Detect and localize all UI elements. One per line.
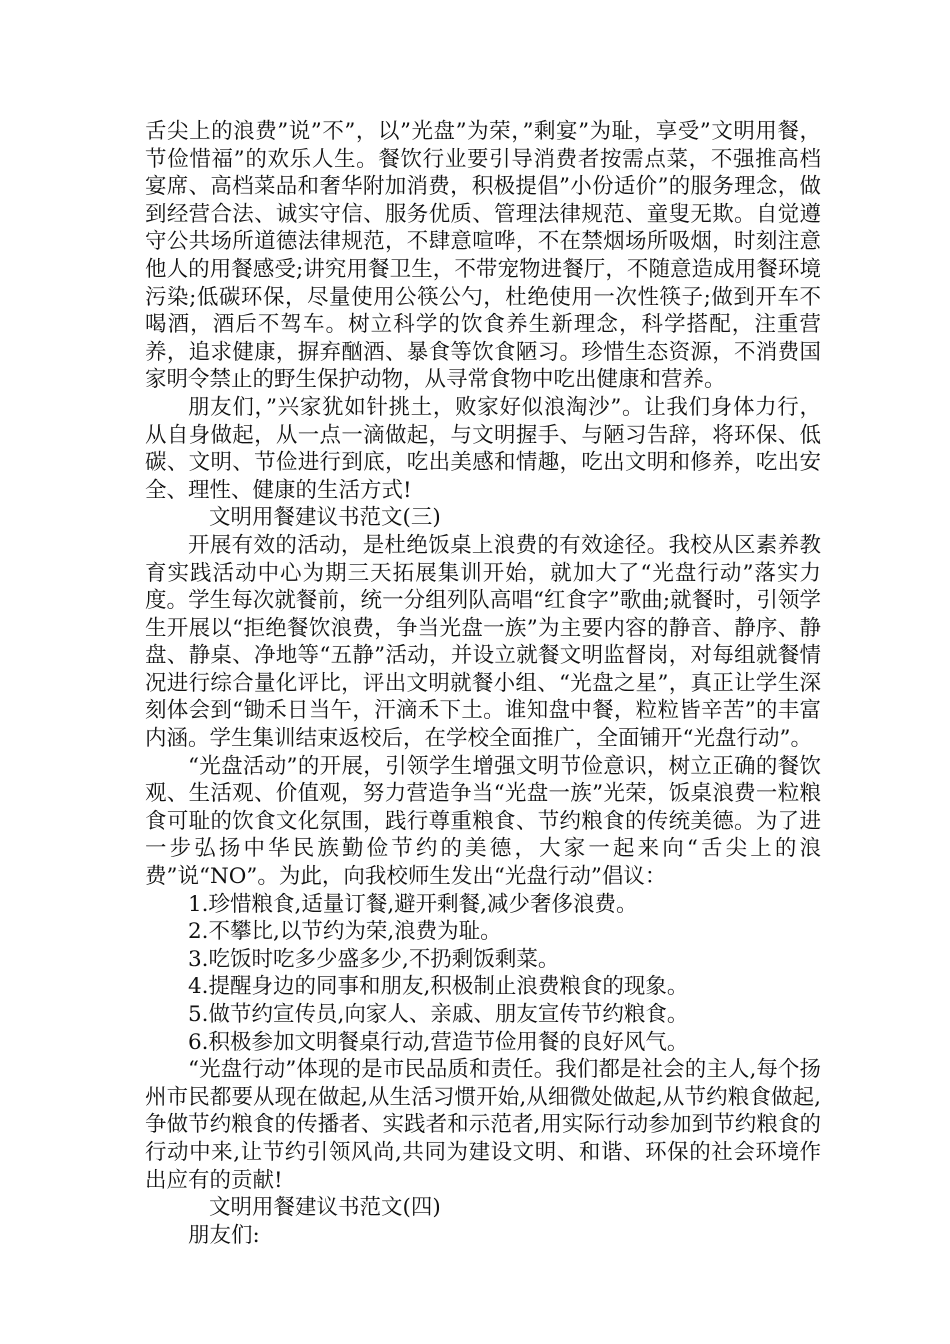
list-item: 1.珍惜粮食,适量订餐,避开剩餐,减少奢侈浪费。 [188, 891, 638, 917]
list-item: 2.不攀比,以节约为荣,浪费为耻。 [188, 919, 502, 945]
greeting: 朋友们: [188, 1222, 260, 1248]
paragraph-friends: 朋友们，”兴家犹如针挑土，败家好似浪淘沙”。让我们身体力行，从自身做起，从一点一滴做起，与文明握手、与陋习告辞，将环保、低碳、文明、节俭进行到底，吃出美感和情趣，吃出文明和修养，吃出安全、理性、健康的生活方式! [145, 394, 821, 503]
section-heading-4: 文明用餐建议书范文(四) [209, 1195, 441, 1221]
paragraph-intro: 舌尖上的浪费”说”不”，以”光盘”为荣，”剩宴”为耻，享受”文明用餐，节俭惜福”的欢乐人生。餐饮行业要引导消费者按需点菜，不强推高档宴席、高档菜品和奢华附加消费，积极提倡”小份适价”的服务理念，做到经营合法、诚实守信、服务优质、管理法律规范、童叟无欺。自觉遵守公共场所道德法律规范，不肆意喧哗，不在禁烟场所吸烟，时刻注意他人的用餐感受;讲究用餐卫生，不带宠物进餐厅，不随意造成用餐环境污染;低碳环保，尽量使用公筷公勺，杜绝使用一次性筷子;做到开车不喝酒，酒后不驾车。树立科学的饮食养生新理念，科学搭配，注重营养，追求健康，摒弃酗酒、暴食等饮食陋习。珍惜生态资源，不消费国家明令禁止的野生保护动物，从寻常食物中吃出健康和营养。 [145, 119, 821, 393]
paragraph-activity: 开展有效的活动，是杜绝饭桌上浪费的有效途径。我校从区素养教育实践活动中心为期三天拓展集训开始，就加大了“光盘行动”落实力度。学生每次就餐前，统一分组列队高唱“红食字”歌曲;就餐时，引领学生开展以“拒绝餐饮浪费，争当光盘一族”为主要内容的静音、静序、静盘、静桌、净地等“五静”活动，并设立就餐文明监督岗，对每组就餐情况进行综合量化评比，评出文明就餐小组、“光盘之星”，真正让学生深刻体会到“锄禾日当午，汗滴禾下土。谁知盘中餐，粒粒皆辛苦”的丰富内涵。学生集训结束返校后，在学校全面推广，全面铺开“光盘行动”。 [145, 532, 821, 752]
section-heading-3: 文明用餐建议书范文(三) [209, 505, 441, 531]
document-page [145, 118, 821, 1249]
paragraph-guangpan: “光盘活动”的开展，引领学生增强文明节俭意识，树立正确的餐饮观、生活观、价值观，努力营造争当“光盘一族”光荣，饭桌浪费一粒粮食可耻的饮食文化氛围，践行尊重粮食、节约粮食的传统美德。为了进一步弘扬中华民族勤俭节约的美德，大家一起来向“舌尖上的浪费”说“NO”。为此，向我校师生发出“光盘行动”倡议： [145, 753, 821, 890]
list-item: 3.吃饭时吃多少盛多少,不扔剩饭剩菜。 [188, 946, 560, 972]
list-item: 6.积极参加文明餐桌行动,营造节俭用餐的良好风气。 [188, 1029, 689, 1055]
paragraph-responsibility: “光盘行动”体现的是市民品质和责任。我们都是社会的主人,每个扬州市民都要从现在做起,从生活习惯开始,从细微处做起,从节约粮食做起,争做节约粮食的传播者、实践者和示范者,用实际行动参加到节约粮食的行动中来,让节约引领风尚,共同为建设文明、和谐、环保的社会环境作出应有的贡献! [145, 1057, 821, 1193]
list-item: 5.做节约宣传员,向家人、亲戚、朋友宣传节约粮食。 [188, 1002, 689, 1027]
list-item: 4.提醒身边的同事和朋友,积极制止浪费粮食的现象。 [188, 974, 689, 1000]
